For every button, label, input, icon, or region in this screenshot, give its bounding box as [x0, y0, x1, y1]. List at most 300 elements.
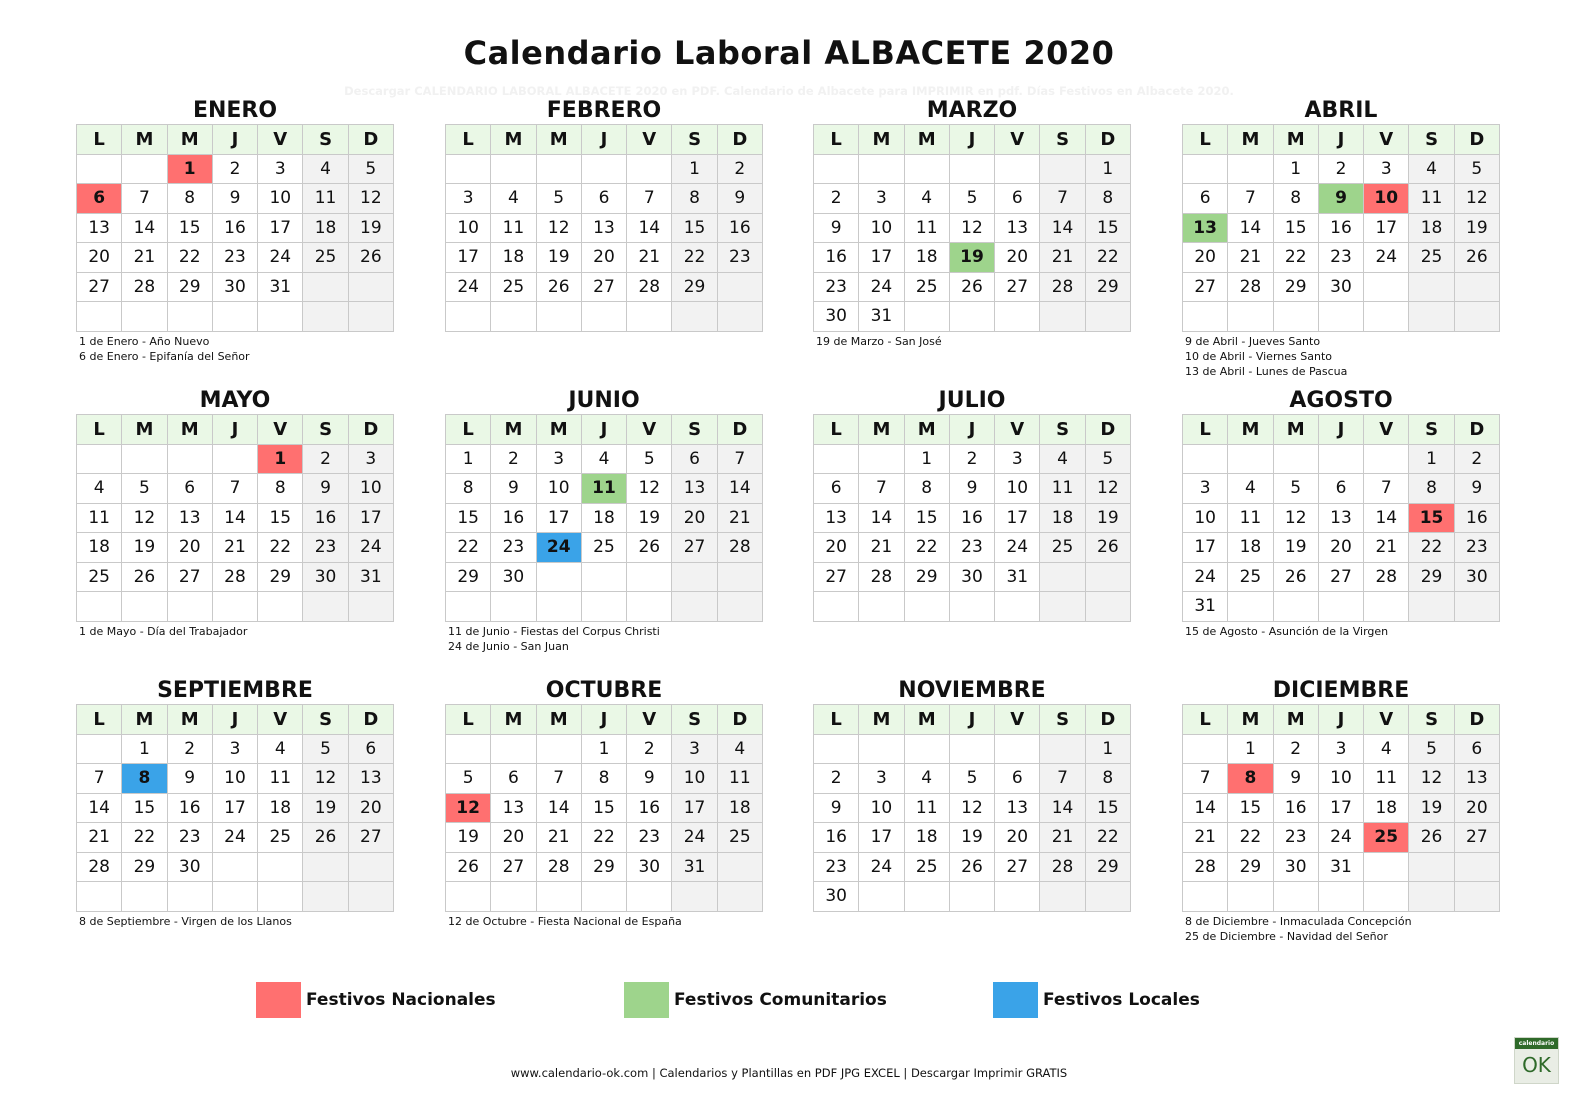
day-cell: 16	[1454, 503, 1499, 533]
week-row	[446, 793, 763, 823]
day-cell: 4	[77, 474, 122, 504]
weekday-header: J	[581, 125, 626, 155]
legend-label-nacional: Festivos Nacionales	[306, 990, 496, 1010]
empty-cell	[348, 882, 393, 912]
weekday-header: L	[814, 705, 859, 735]
day-cell: 6	[581, 184, 626, 214]
empty-cell	[717, 302, 762, 332]
weekday-header: M	[491, 705, 536, 735]
empty-cell	[717, 592, 762, 622]
day-cell: 17	[672, 793, 717, 823]
week-row	[814, 882, 1131, 912]
day-cell: 31	[1318, 852, 1363, 882]
day-cell: 12	[536, 213, 581, 243]
week-row	[814, 272, 1131, 302]
empty-cell	[446, 734, 491, 764]
empty-cell	[348, 302, 393, 332]
day-cell: 26	[1085, 533, 1130, 563]
day-cell: 4	[1228, 474, 1273, 504]
day-cell: 13	[995, 793, 1040, 823]
month-table	[76, 414, 394, 622]
logo-top-text: calendario	[1515, 1038, 1558, 1049]
day-cell: 22	[581, 823, 626, 853]
day-cell: 10	[672, 764, 717, 794]
day-cell: 21	[536, 823, 581, 853]
day-cell: 4	[303, 154, 348, 184]
empty-cell	[859, 154, 904, 184]
empty-cell	[1040, 734, 1085, 764]
day-cell: 27	[672, 533, 717, 563]
day-cell: 22	[167, 243, 212, 273]
day-cell: 26	[122, 562, 167, 592]
empty-cell	[77, 444, 122, 474]
day-cell: 3	[258, 154, 303, 184]
day-cell: 11	[77, 503, 122, 533]
day-cell: 2	[1454, 444, 1499, 474]
empty-cell	[581, 562, 626, 592]
empty-cell	[1409, 302, 1454, 332]
month-table	[1182, 704, 1500, 912]
month-name: MAYO	[199, 388, 271, 413]
day-cell: 21	[627, 243, 672, 273]
empty-cell	[491, 154, 536, 184]
holiday-note: 10 de Abril - Viernes Santo	[1185, 349, 1332, 363]
day-cell: 28	[536, 852, 581, 882]
weekday-header: S	[672, 705, 717, 735]
day-cell: 12	[949, 213, 994, 243]
holiday-notes	[813, 334, 1131, 349]
day-cell: 14	[1364, 503, 1409, 533]
legend-swatch-comunitario	[624, 982, 669, 1018]
day-cell: 30	[303, 562, 348, 592]
calendario-ok-logo[interactable]	[1514, 1037, 1559, 1084]
day-cell: 2	[167, 734, 212, 764]
empty-cell	[717, 562, 762, 592]
empty-cell	[1228, 154, 1273, 184]
empty-cell	[536, 734, 581, 764]
empty-cell	[212, 882, 257, 912]
weekday-header: M	[536, 125, 581, 155]
empty-cell	[581, 302, 626, 332]
day-cell: 27	[167, 562, 212, 592]
day-cell: 11	[1364, 764, 1409, 794]
day-cell: 5	[303, 734, 348, 764]
weekday-header: V	[258, 125, 303, 155]
week-row	[446, 302, 763, 332]
week-row	[446, 213, 763, 243]
day-cell: 9	[491, 474, 536, 504]
holiday-cell: 9	[1318, 184, 1363, 214]
empty-cell	[949, 302, 994, 332]
weekday-header: M	[1273, 415, 1318, 445]
month-abril	[1182, 98, 1500, 379]
day-cell: 12	[1454, 184, 1499, 214]
empty-cell	[77, 592, 122, 622]
day-cell: 5	[1454, 154, 1499, 184]
week-row	[814, 562, 1131, 592]
day-cell: 18	[1409, 213, 1454, 243]
month-enero	[76, 98, 394, 364]
weekday-header: M	[167, 415, 212, 445]
holiday-note: 15 de Agosto - Asunción de la Virgen	[1185, 624, 1389, 638]
day-cell: 30	[1273, 852, 1318, 882]
weekday-header: S	[1040, 705, 1085, 735]
day-cell: 18	[1228, 533, 1273, 563]
day-cell: 28	[717, 533, 762, 563]
week-row	[77, 823, 394, 853]
weekday-header-row	[814, 415, 1131, 445]
day-cell: 5	[627, 444, 672, 474]
day-cell: 4	[581, 444, 626, 474]
day-cell: 23	[1273, 823, 1318, 853]
empty-cell	[446, 592, 491, 622]
weekday-header: J	[1318, 125, 1363, 155]
day-cell: 14	[717, 474, 762, 504]
empty-cell	[77, 882, 122, 912]
empty-cell	[348, 852, 393, 882]
day-cell: 17	[258, 213, 303, 243]
weekday-header-row	[1183, 705, 1500, 735]
day-cell: 28	[1040, 852, 1085, 882]
empty-cell	[348, 272, 393, 302]
day-cell: 4	[1409, 154, 1454, 184]
day-cell: 1	[1409, 444, 1454, 474]
week-row	[814, 852, 1131, 882]
day-cell: 13	[348, 764, 393, 794]
day-cell: 26	[303, 823, 348, 853]
weekday-header: M	[491, 125, 536, 155]
empty-cell	[1318, 302, 1363, 332]
day-cell: 25	[1040, 533, 1085, 563]
day-cell: 26	[446, 852, 491, 882]
day-cell: 7	[1040, 184, 1085, 214]
day-cell: 23	[814, 272, 859, 302]
day-cell: 19	[1454, 213, 1499, 243]
empty-cell	[1454, 882, 1499, 912]
day-cell: 23	[627, 823, 672, 853]
day-cell: 14	[1183, 793, 1228, 823]
day-cell: 27	[1183, 272, 1228, 302]
day-cell: 4	[1364, 734, 1409, 764]
month-noviembre	[813, 678, 1131, 914]
day-cell: 7	[212, 474, 257, 504]
week-row	[446, 734, 763, 764]
empty-cell	[491, 882, 536, 912]
day-cell: 27	[1318, 562, 1363, 592]
empty-cell	[627, 562, 672, 592]
day-cell: 26	[949, 852, 994, 882]
empty-cell	[672, 882, 717, 912]
week-row	[1183, 852, 1500, 882]
day-cell: 22	[446, 533, 491, 563]
empty-cell	[1318, 882, 1363, 912]
day-cell: 20	[491, 823, 536, 853]
week-row	[446, 474, 763, 504]
empty-cell	[536, 592, 581, 622]
day-cell: 6	[491, 764, 536, 794]
day-cell: 26	[536, 272, 581, 302]
day-cell: 18	[1364, 793, 1409, 823]
day-cell: 26	[1273, 562, 1318, 592]
day-cell: 13	[995, 213, 1040, 243]
legend-label-comunitario: Festivos Comunitarios	[674, 990, 887, 1010]
month-febrero	[445, 98, 763, 334]
day-cell: 16	[627, 793, 672, 823]
day-cell: 23	[949, 533, 994, 563]
weekday-header: L	[1183, 705, 1228, 735]
day-cell: 5	[446, 764, 491, 794]
day-cell: 9	[627, 764, 672, 794]
week-row	[1183, 592, 1500, 622]
day-cell: 3	[348, 444, 393, 474]
empty-cell	[627, 882, 672, 912]
empty-cell	[491, 592, 536, 622]
day-cell: 15	[1273, 213, 1318, 243]
day-cell: 20	[995, 243, 1040, 273]
empty-cell	[995, 302, 1040, 332]
day-cell: 24	[446, 272, 491, 302]
week-row	[446, 533, 763, 563]
holiday-note: 1 de Mayo - Día del Trabajador	[79, 624, 248, 638]
page-subtitle: Descargar CALENDARIO LABORAL ALBACETE 2020 en PDF. Calendario de Albacete para IMPRIMIR en pdf. Días Festivos en Albacete 2020.	[344, 84, 1234, 98]
weekday-header-row	[446, 415, 763, 445]
day-cell: 12	[303, 764, 348, 794]
weekday-header: V	[258, 705, 303, 735]
empty-cell	[859, 882, 904, 912]
holiday-cell: 24	[536, 533, 581, 563]
empty-cell	[1273, 444, 1318, 474]
month-name: NOVIEMBRE	[898, 678, 1046, 703]
empty-cell	[303, 592, 348, 622]
day-cell: 4	[717, 734, 762, 764]
day-cell: 18	[1040, 503, 1085, 533]
day-cell: 23	[1454, 533, 1499, 563]
holiday-notes	[1182, 334, 1500, 379]
weekday-header: J	[949, 125, 994, 155]
day-cell: 17	[859, 823, 904, 853]
day-cell: 31	[348, 562, 393, 592]
empty-cell	[1183, 882, 1228, 912]
empty-cell	[581, 882, 626, 912]
day-cell: 29	[446, 562, 491, 592]
day-cell: 5	[949, 184, 994, 214]
day-cell: 30	[1454, 562, 1499, 592]
holiday-notes	[1182, 914, 1500, 944]
weekday-header: M	[536, 415, 581, 445]
day-cell: 25	[904, 272, 949, 302]
day-cell: 20	[77, 243, 122, 273]
empty-cell	[814, 592, 859, 622]
holiday-cell: 13	[1183, 213, 1228, 243]
day-cell: 15	[446, 503, 491, 533]
day-cell: 27	[581, 272, 626, 302]
day-cell: 31	[258, 272, 303, 302]
day-cell: 9	[949, 474, 994, 504]
week-row	[814, 243, 1131, 273]
day-cell: 3	[1318, 734, 1363, 764]
week-row	[1183, 562, 1500, 592]
empty-cell	[1040, 302, 1085, 332]
day-cell: 25	[303, 243, 348, 273]
empty-cell	[904, 592, 949, 622]
day-cell: 7	[1228, 184, 1273, 214]
empty-cell	[995, 734, 1040, 764]
empty-cell	[1364, 272, 1409, 302]
day-cell: 1	[446, 444, 491, 474]
empty-cell	[1454, 272, 1499, 302]
empty-cell	[1318, 592, 1363, 622]
day-cell: 23	[167, 823, 212, 853]
empty-cell	[77, 302, 122, 332]
empty-cell	[1409, 272, 1454, 302]
weekday-header: M	[1273, 125, 1318, 155]
weekday-header: M	[859, 125, 904, 155]
day-cell: 24	[212, 823, 257, 853]
holiday-notes	[76, 624, 394, 639]
month-septiembre	[76, 678, 394, 929]
empty-cell	[167, 302, 212, 332]
empty-cell	[212, 302, 257, 332]
day-cell: 29	[1273, 272, 1318, 302]
weekday-header: M	[859, 705, 904, 735]
week-row	[1183, 444, 1500, 474]
week-row	[1183, 213, 1500, 243]
day-cell: 30	[949, 562, 994, 592]
weekday-header: S	[1040, 415, 1085, 445]
day-cell: 19	[1409, 793, 1454, 823]
day-cell: 16	[814, 823, 859, 853]
empty-cell	[672, 562, 717, 592]
day-cell: 3	[995, 444, 1040, 474]
weekday-header: D	[1085, 415, 1130, 445]
empty-cell	[1454, 852, 1499, 882]
day-cell: 6	[1318, 474, 1363, 504]
week-row	[446, 592, 763, 622]
day-cell: 7	[1183, 764, 1228, 794]
day-cell: 25	[904, 852, 949, 882]
day-cell: 15	[122, 793, 167, 823]
day-cell: 30	[1318, 272, 1363, 302]
weekday-header: D	[348, 705, 393, 735]
day-cell: 14	[1040, 213, 1085, 243]
day-cell: 23	[303, 533, 348, 563]
empty-cell	[446, 882, 491, 912]
empty-cell	[814, 154, 859, 184]
empty-cell	[1273, 592, 1318, 622]
day-cell: 2	[1273, 734, 1318, 764]
weekday-header: J	[581, 415, 626, 445]
day-cell: 2	[1318, 154, 1363, 184]
empty-cell	[1183, 734, 1228, 764]
empty-cell	[904, 302, 949, 332]
day-cell: 8	[258, 474, 303, 504]
day-cell: 9	[814, 793, 859, 823]
weekday-header: L	[1183, 415, 1228, 445]
week-row	[77, 444, 394, 474]
empty-cell	[258, 592, 303, 622]
weekday-header: J	[949, 705, 994, 735]
day-cell: 1	[1273, 154, 1318, 184]
day-cell: 12	[1085, 474, 1130, 504]
empty-cell	[122, 444, 167, 474]
empty-cell	[1183, 444, 1228, 474]
day-cell: 10	[536, 474, 581, 504]
day-cell: 24	[859, 852, 904, 882]
weekday-header: D	[1454, 125, 1499, 155]
holiday-cell: 8	[122, 764, 167, 794]
empty-cell	[446, 154, 491, 184]
day-cell: 22	[258, 533, 303, 563]
day-cell: 4	[904, 184, 949, 214]
empty-cell	[1273, 302, 1318, 332]
day-cell: 29	[904, 562, 949, 592]
month-table	[76, 124, 394, 332]
week-row	[1183, 154, 1500, 184]
day-cell: 22	[1085, 823, 1130, 853]
day-cell: 10	[446, 213, 491, 243]
day-cell: 8	[672, 184, 717, 214]
day-cell: 28	[1040, 272, 1085, 302]
day-cell: 20	[672, 503, 717, 533]
day-cell: 8	[904, 474, 949, 504]
empty-cell	[627, 302, 672, 332]
day-cell: 19	[1273, 533, 1318, 563]
week-row	[77, 184, 394, 214]
day-cell: 13	[1318, 503, 1363, 533]
holiday-note: 12 de Octubre - Fiesta Nacional de España	[448, 914, 682, 928]
week-row	[446, 503, 763, 533]
week-row	[1183, 503, 1500, 533]
day-cell: 27	[491, 852, 536, 882]
empty-cell	[303, 272, 348, 302]
holiday-note: 19 de Marzo - San José	[816, 334, 942, 348]
day-cell: 29	[1085, 852, 1130, 882]
day-cell: 17	[536, 503, 581, 533]
month-julio	[813, 388, 1131, 624]
week-row	[1183, 533, 1500, 563]
day-cell: 11	[491, 213, 536, 243]
day-cell: 15	[1228, 793, 1273, 823]
day-cell: 27	[77, 272, 122, 302]
day-cell: 14	[627, 213, 672, 243]
day-cell: 30	[167, 852, 212, 882]
month-table	[76, 704, 394, 912]
day-cell: 31	[672, 852, 717, 882]
empty-cell	[949, 154, 994, 184]
empty-cell	[814, 444, 859, 474]
day-cell: 30	[814, 302, 859, 332]
empty-cell	[949, 882, 994, 912]
week-row	[77, 503, 394, 533]
weekday-header: V	[1364, 705, 1409, 735]
day-cell: 15	[1085, 213, 1130, 243]
day-cell: 29	[258, 562, 303, 592]
day-cell: 3	[672, 734, 717, 764]
day-cell: 5	[1085, 444, 1130, 474]
day-cell: 19	[627, 503, 672, 533]
day-cell: 11	[717, 764, 762, 794]
day-cell: 25	[258, 823, 303, 853]
day-cell: 18	[904, 243, 949, 273]
weekday-header-row	[814, 705, 1131, 735]
day-cell: 27	[348, 823, 393, 853]
empty-cell	[672, 592, 717, 622]
day-cell: 25	[77, 562, 122, 592]
week-row	[77, 852, 394, 882]
empty-cell	[672, 302, 717, 332]
empty-cell	[1085, 562, 1130, 592]
month-table	[813, 704, 1131, 912]
